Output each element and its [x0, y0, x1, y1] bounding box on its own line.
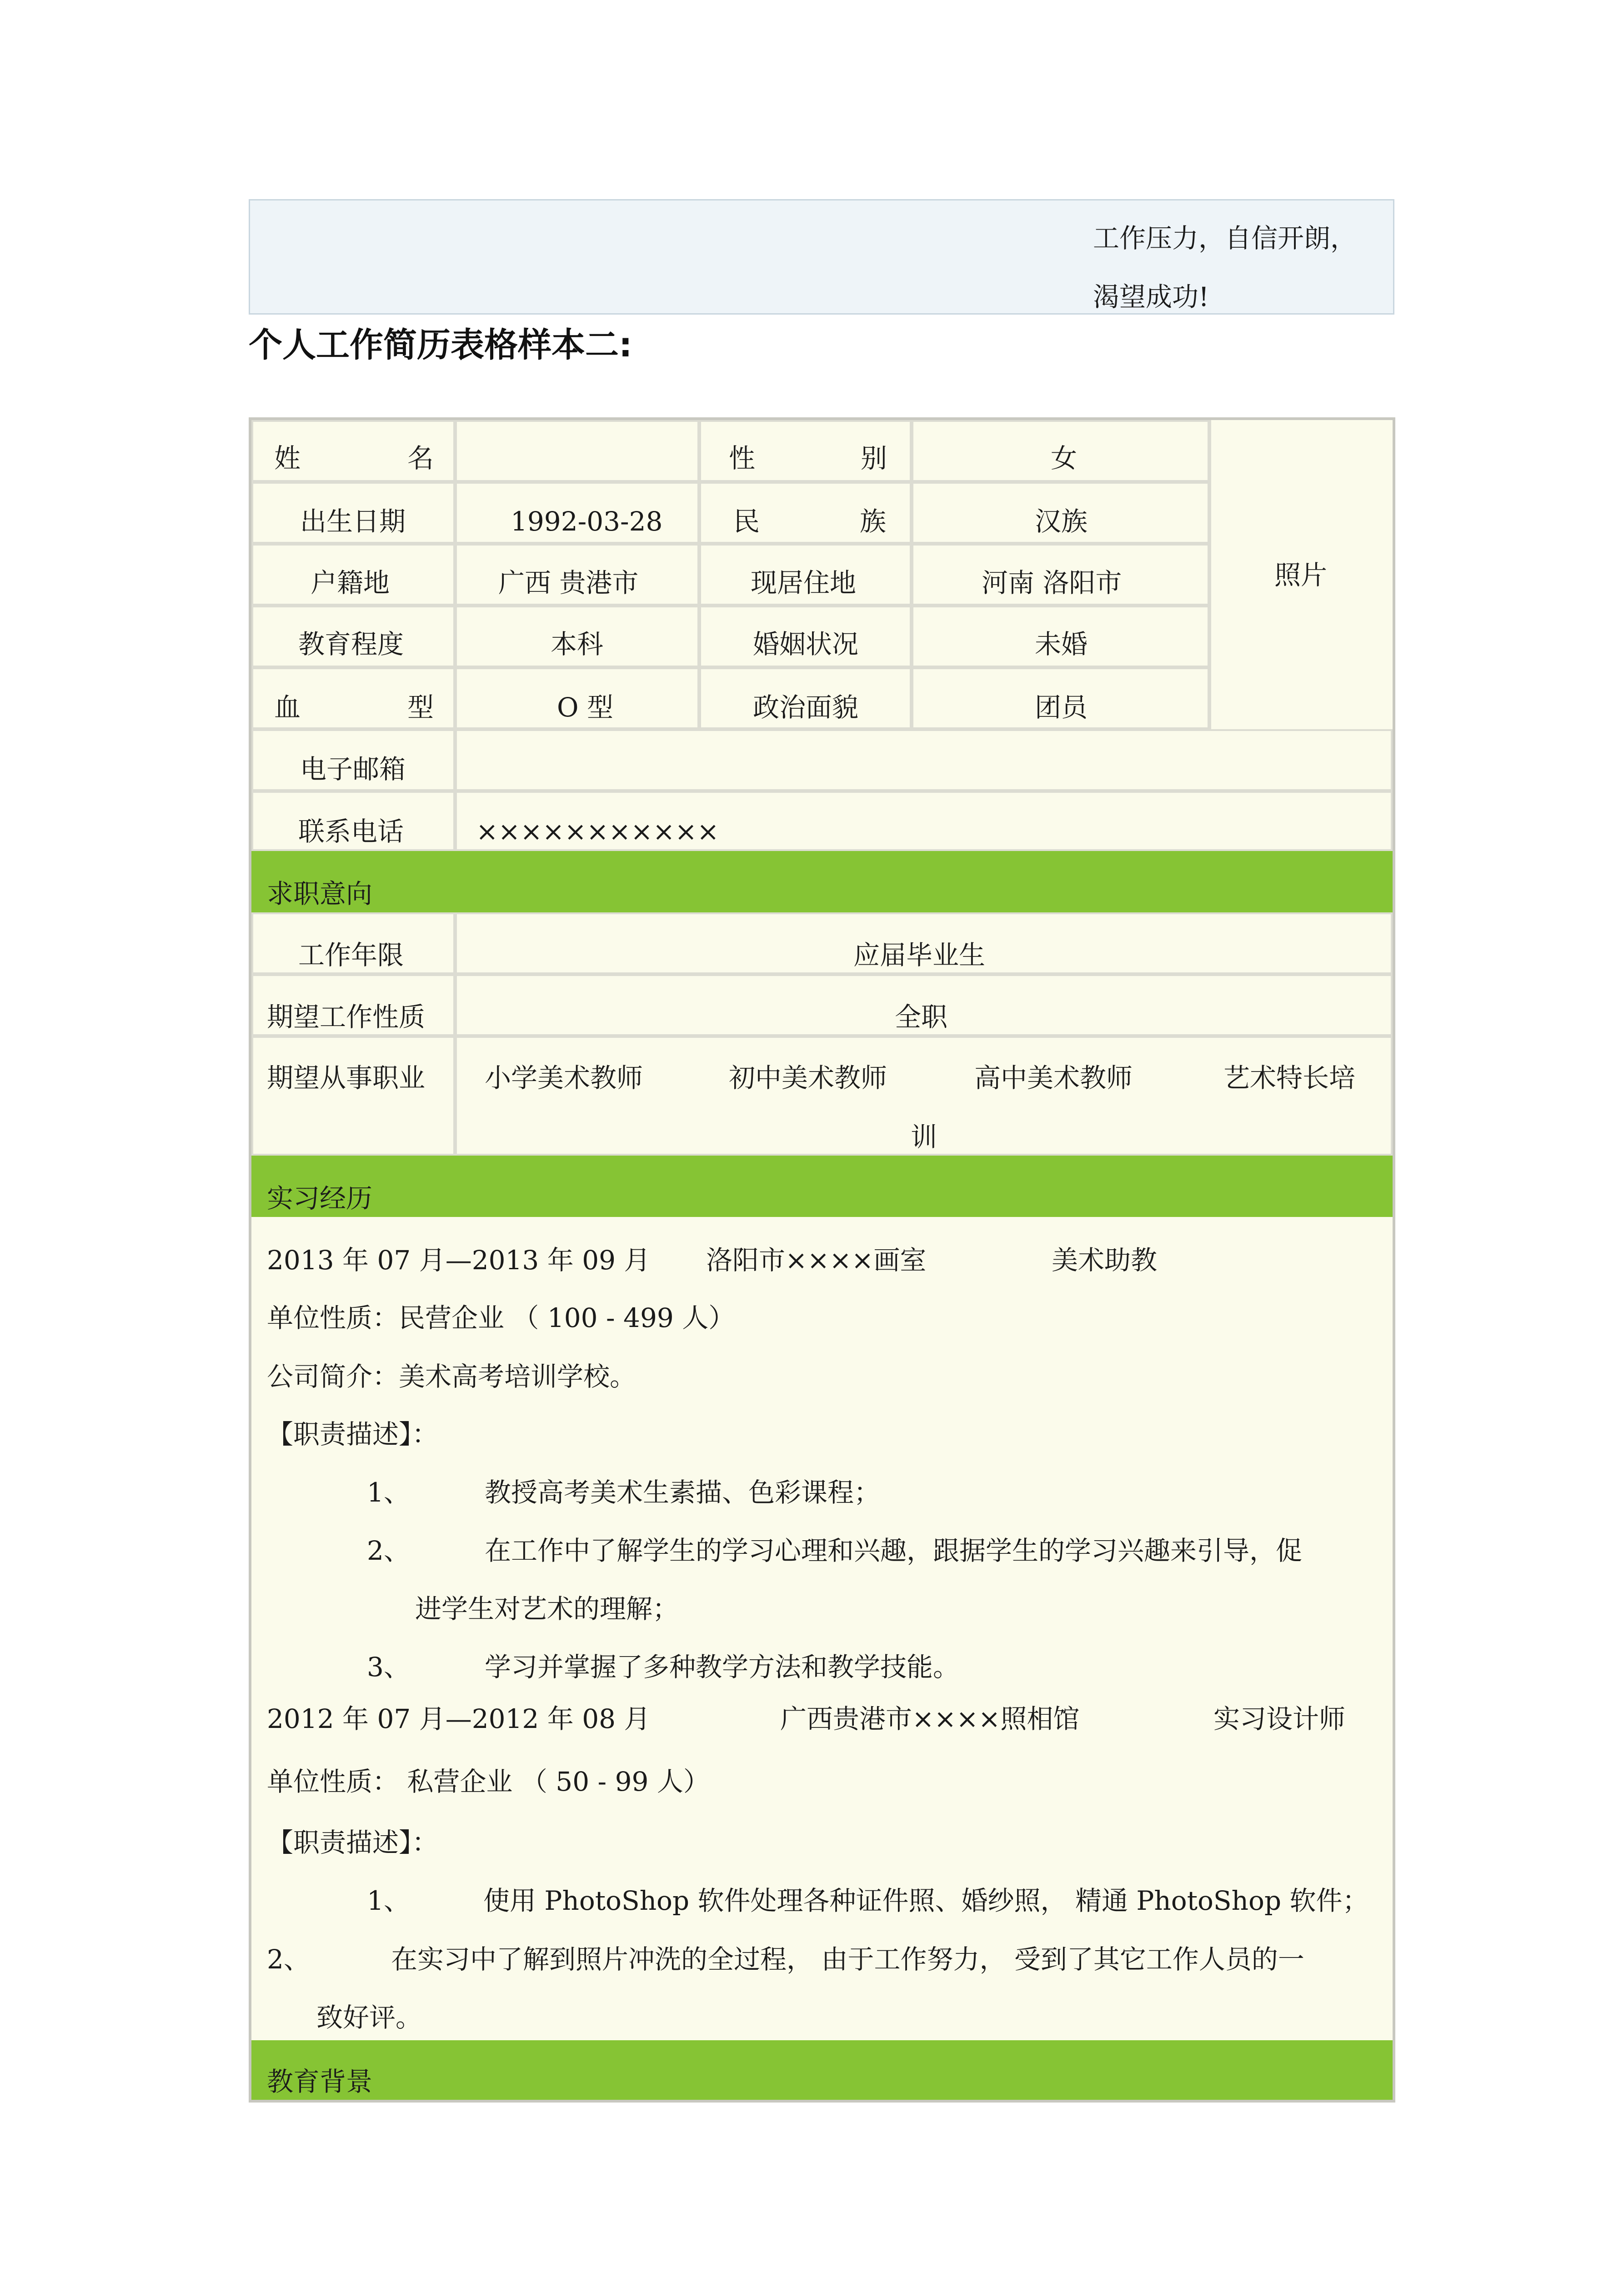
name-label-part2: 名: [407, 443, 434, 474]
career-label: 期望从事职业: [267, 1062, 426, 1093]
job2-duty2-cont: 致好评。: [316, 2002, 422, 2033]
marital-label: 婚姻状况: [753, 629, 859, 660]
job1-period: 2013 年 07 月—2013 年 09 月: [267, 1245, 651, 1276]
residence-value: 河南 洛阳市: [982, 567, 1122, 598]
top-box-line-1: 工作压力，自信开朗，: [1093, 223, 1357, 254]
career-option-2: 初中美术教师: [729, 1062, 887, 1093]
edu-value: 本科: [551, 629, 604, 660]
political-value: 团员: [1035, 692, 1088, 723]
years-value: 应届毕业生: [853, 940, 986, 971]
job1-company: 洛阳市××××画室: [706, 1245, 927, 1276]
career-option-4-cont: 训: [911, 1121, 937, 1152]
nature-value: 全职: [895, 1001, 948, 1032]
intent-section-bar: [251, 851, 1393, 912]
job1-duty-title: 【职责描述】：: [267, 1419, 439, 1450]
photo-placeholder: 照片: [1274, 560, 1328, 591]
job2-duty-title: 【职责描述】：: [267, 1827, 439, 1858]
job2-duty2-num: 2、: [267, 1944, 310, 1975]
previous-sample-tail-box: [249, 199, 1394, 315]
job1-duty3: 学习并掌握了多种教学方法和教学技能。: [485, 1652, 960, 1682]
blood-value: O 型: [557, 692, 613, 723]
ethnic-label-part1: 民: [733, 506, 760, 537]
job1-duty2-num: 2、: [367, 1535, 410, 1566]
birth-value: 1992-03-28: [511, 506, 663, 537]
edu-label: 教育程度: [298, 629, 404, 660]
job2-role: 实习设计师: [1213, 1703, 1346, 1734]
ethnic-value: 汉族: [1035, 506, 1088, 537]
job1-duty2-cont: 进学生对艺术的理解；: [415, 1593, 679, 1624]
career-option-3: 高中美术教师: [974, 1062, 1133, 1093]
job2-duty2: 在实习中了解到照片冲洗的全过程， 由于工作努力， 受到了其它工作人员的一: [391, 1944, 1304, 1975]
job1-duty1: 教授高考美术生素描、色彩课程；: [485, 1477, 881, 1508]
email-label: 电子邮箱: [300, 754, 406, 785]
career-option-4: 艺术特长培: [1223, 1062, 1356, 1093]
intent-section-title: 求职意向: [267, 878, 373, 909]
job1-nature: 单位性质：民营企业 （ 100 - 499 人）: [267, 1302, 735, 1333]
ethnic-label-part2: 族: [860, 506, 887, 537]
blood-label-part1: 血: [274, 692, 301, 723]
job2-period: 2012 年 07 月—2012 年 08 月: [267, 1703, 651, 1734]
email-value-cell: [455, 729, 1393, 791]
job2-duty1: 使用 PhotoShop 软件处理各种证件照、婚纱照， 精通 PhotoShop 软件；: [483, 1885, 1369, 1916]
name-label-part1: 姓: [274, 443, 301, 474]
gender-label-part1: 性: [729, 443, 756, 474]
job2-company: 广西贵港市××××照相馆: [780, 1703, 1080, 1734]
job2-nature: 单位性质： 私营企业 （ 50 - 99 人）: [267, 1766, 710, 1797]
nature-label: 期望工作性质: [267, 1001, 426, 1032]
job1-intro: 公司简介：美术高考培训学校。: [267, 1361, 637, 1392]
intern-section-title: 实习经历: [267, 1183, 373, 1214]
blood-label-part2: 型: [407, 692, 434, 723]
marital-value: 未婚: [1035, 629, 1088, 660]
job1-duty1-num: 1、: [367, 1477, 410, 1508]
residence-label: 现居住地: [751, 567, 857, 598]
gender-value: 女: [1051, 443, 1078, 474]
job2-duty1-num: 1、: [367, 1885, 410, 1916]
education-section-title: 教育背景: [267, 2066, 373, 2097]
years-label: 工作年限: [298, 940, 404, 971]
hukou-label: 户籍地: [311, 567, 390, 598]
job1-duty2: 在工作中了解学生的学习心理和兴趣，跟据学生的学习兴趣来引导，促: [485, 1535, 1303, 1566]
top-box-line-2: 渴望成功!: [1093, 281, 1209, 312]
hukou-value: 广西 贵港市: [498, 567, 639, 598]
intern-section-bar: [251, 1156, 1393, 1217]
gender-label-part2: 别: [861, 443, 887, 474]
phone-value: ×××××××××××: [476, 816, 719, 847]
name-value-cell: [455, 420, 699, 482]
job1-role: 美术助教: [1052, 1245, 1158, 1276]
political-label: 政治面貌: [753, 692, 859, 723]
phone-label: 联系电话: [298, 816, 404, 847]
birth-label: 出生日期: [300, 506, 406, 537]
job1-duty3-num: 3、: [367, 1652, 410, 1682]
education-section-bar: [251, 2040, 1393, 2100]
page-heading: 个人工作简历表格样本二:: [249, 325, 632, 365]
career-label-cell: [251, 1036, 455, 1156]
career-option-1: 小学美术教师: [485, 1062, 643, 1093]
